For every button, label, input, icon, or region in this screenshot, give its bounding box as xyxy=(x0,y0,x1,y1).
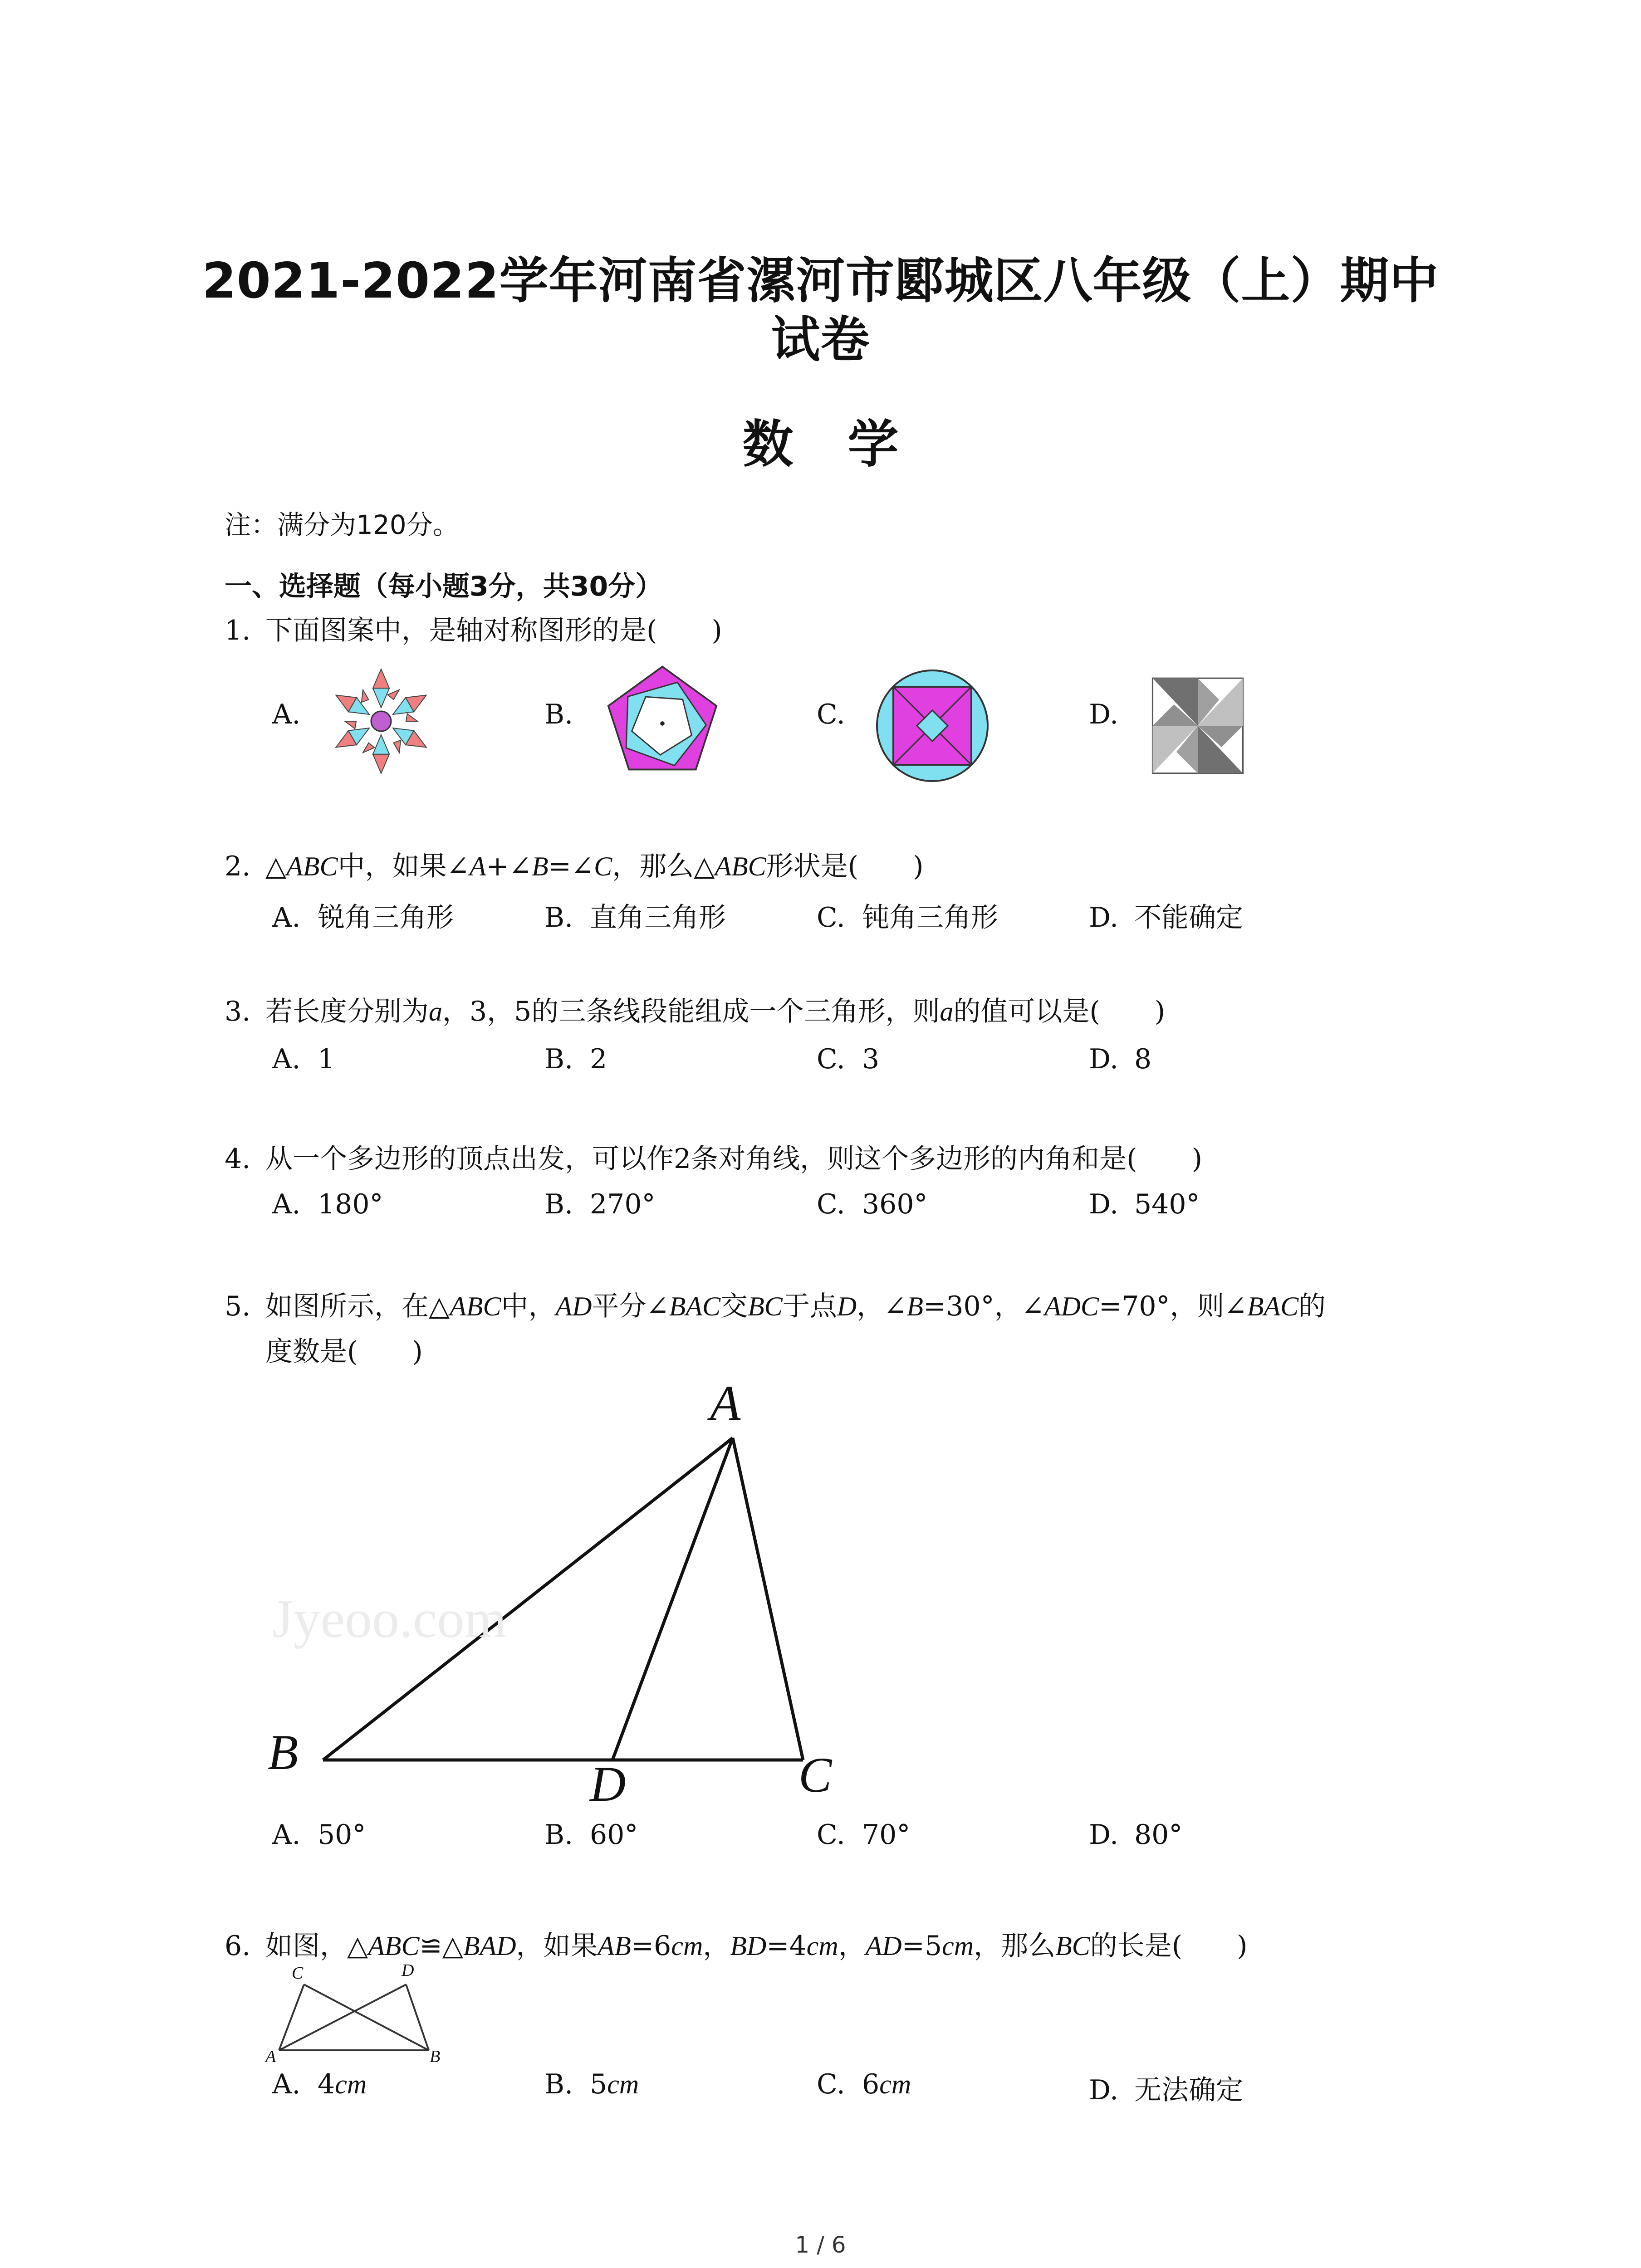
option-text: 不能确定 xyxy=(1134,902,1243,934)
stem-var: BC xyxy=(748,1291,783,1321)
exam-title-line1: 2021-2022学年河南省漯河市郾城区八年级（上）期中 xyxy=(202,253,1439,309)
option-d[interactable] xyxy=(1089,699,1134,730)
watermark: Jyeoo.com xyxy=(272,1589,507,1649)
stem-var: B xyxy=(906,1291,924,1321)
option-label: D. xyxy=(1089,699,1119,730)
option-label: D. xyxy=(1089,1819,1119,1851)
stem-var: BAC xyxy=(1247,1291,1299,1321)
option-label: D. xyxy=(1089,1188,1119,1220)
option-value: 5 xyxy=(590,2068,607,2100)
exam-title-line2: 试卷 xyxy=(771,312,870,368)
option-label: B. xyxy=(544,1819,573,1851)
question-stem: 从一个多边形的顶点出发，可以作2条对角线，则这个多边形的内角和是( ) xyxy=(265,1143,1202,1175)
option-a[interactable] xyxy=(272,2068,367,2100)
stem-var: a xyxy=(940,997,954,1026)
option-text: 2 xyxy=(590,1043,607,1075)
question-number: 3. xyxy=(225,996,251,1027)
option-text: 360° xyxy=(862,1188,928,1220)
subject-heading: 数学 xyxy=(742,415,953,474)
stem-var: C xyxy=(594,851,612,881)
option-text: 1 xyxy=(318,1043,335,1075)
vertex-label-b: B xyxy=(430,2047,441,2066)
option-label: C. xyxy=(817,2068,845,2100)
option-label: D. xyxy=(1089,902,1119,934)
option-text: 钝角三角形 xyxy=(862,902,998,934)
stem-part: 如图，△ xyxy=(265,1930,368,1962)
figure-c-square-in-circle xyxy=(873,667,991,785)
section-heading: 一、选择题（每小题3分，共30分） xyxy=(225,571,663,602)
score-note: 注：满分为120分。 xyxy=(225,509,459,540)
stem-var: BD xyxy=(730,1931,767,1961)
option-b[interactable] xyxy=(544,1043,607,1075)
stem-part: =6 xyxy=(631,1930,671,1962)
stem-part: 的长是( ) xyxy=(1090,1930,1248,1962)
vertex-label-b: B xyxy=(268,1725,299,1780)
option-d[interactable] xyxy=(1089,1819,1182,1851)
option-label: A. xyxy=(272,2068,301,2100)
stem-var: cm xyxy=(671,1931,703,1961)
stem-part: =70°，则∠ xyxy=(1098,1290,1247,1322)
stem-var: B xyxy=(531,851,549,881)
option-label: A. xyxy=(272,1043,301,1075)
option-d[interactable] xyxy=(1089,896,1243,935)
option-d[interactable] xyxy=(1089,2068,1243,2107)
option-text: 60° xyxy=(590,1819,638,1851)
stem-var: ABC xyxy=(368,1931,420,1961)
option-label: A. xyxy=(272,1188,301,1220)
question-4 xyxy=(225,1136,1202,1182)
option-text: 540° xyxy=(1134,1188,1200,1220)
question-6 xyxy=(225,1923,1248,1969)
option-text: 50° xyxy=(318,1819,366,1851)
stem-part: 的值可以是( ) xyxy=(953,996,1166,1027)
question-3 xyxy=(225,989,1165,1034)
stem-part: ，那么△ xyxy=(612,850,715,882)
congruent-triangles-lines xyxy=(261,1969,456,2068)
option-label: C. xyxy=(817,1819,845,1851)
option-text: 无法确定 xyxy=(1134,2074,1243,2106)
stem-part: ，∠ xyxy=(857,1290,907,1322)
question-2-options xyxy=(272,896,1361,932)
stem-part: 如图所示，在△ xyxy=(265,1290,450,1322)
question-number: 1. xyxy=(225,615,251,646)
option-label: B. xyxy=(544,902,573,934)
option-a[interactable] xyxy=(272,1188,383,1220)
option-label: A. xyxy=(272,902,301,934)
option-label: B. xyxy=(544,1188,573,1220)
vertex-label-d: D xyxy=(590,1756,626,1812)
stem-part: 平分∠ xyxy=(592,1290,669,1322)
figure-d-pinwheel xyxy=(1150,676,1245,776)
stem-part: 于点 xyxy=(782,1290,837,1322)
stem-var: ABC xyxy=(286,851,338,881)
stem-part: 的 xyxy=(1298,1290,1326,1322)
stem-part: =30°，∠ xyxy=(923,1290,1044,1322)
option-unit: cm xyxy=(879,2069,911,2099)
figure-b-pentagon-pattern xyxy=(599,662,726,785)
question-number: 6. xyxy=(225,1930,251,1962)
option-b[interactable] xyxy=(544,2068,639,2100)
stem-var: cm xyxy=(806,1931,838,1961)
option-label: A. xyxy=(272,699,301,730)
question-stem: 下面图案中，是轴对称图形的是( ) xyxy=(265,615,722,646)
question-5-options xyxy=(272,1819,1361,1855)
option-unit: cm xyxy=(607,2069,639,2099)
option-text: 70° xyxy=(862,1819,911,1851)
stem-var: AD xyxy=(555,1291,592,1321)
option-label: B. xyxy=(544,2068,573,2100)
figure-congruent-triangles xyxy=(261,1961,456,2068)
vertex-label-c: C xyxy=(798,1747,832,1803)
stem-var: a xyxy=(429,997,442,1026)
stem-var: ABC xyxy=(715,851,766,881)
stem-var: BAD xyxy=(463,1931,516,1961)
option-a[interactable] xyxy=(272,1819,366,1851)
question-number: 2. xyxy=(225,850,251,882)
stem-part: ，如果 xyxy=(516,1930,598,1962)
question-5 xyxy=(225,1284,1326,1329)
option-b[interactable] xyxy=(544,1188,656,1220)
option-d[interactable] xyxy=(1089,1043,1151,1075)
stem-part: △ xyxy=(265,850,287,882)
vertex-label-c: C xyxy=(292,1964,304,1983)
option-c[interactable] xyxy=(817,699,862,730)
stem-var: BC xyxy=(1055,1931,1090,1961)
stem-part: 中， xyxy=(501,1290,556,1322)
option-b[interactable] xyxy=(544,896,726,935)
option-unit: cm xyxy=(335,2069,367,2099)
stem-var: A xyxy=(469,851,486,881)
option-label: C. xyxy=(817,699,845,730)
question-1 xyxy=(225,608,722,653)
option-text: 8 xyxy=(1134,1043,1152,1075)
option-value: 6 xyxy=(862,2068,880,2100)
stem-part: ， xyxy=(703,1930,730,1962)
stem-part: ，3，5的三条线段能组成一个三角形，则 xyxy=(442,996,940,1027)
page-number: 1 / 6 xyxy=(795,2232,846,2258)
question-number: 4. xyxy=(225,1143,251,1175)
question-4-options xyxy=(272,1188,1361,1225)
stem-var: cm xyxy=(942,1931,974,1961)
stem-part: 中，如果∠ xyxy=(338,850,470,882)
stem-part: 若长度分别为 xyxy=(265,996,429,1027)
option-label: A. xyxy=(272,1819,301,1851)
option-label: C. xyxy=(817,1043,845,1075)
stem-part: =5 xyxy=(901,1930,942,1962)
vertex-label-a: A xyxy=(265,2047,276,2066)
stem-part: =∠ xyxy=(548,850,594,882)
option-text: 3 xyxy=(862,1043,880,1075)
option-label: C. xyxy=(817,902,845,934)
option-c[interactable] xyxy=(817,2068,911,2100)
vertex-label-a: A xyxy=(710,1375,741,1431)
option-a[interactable] xyxy=(272,896,454,935)
option-label: D. xyxy=(1089,2074,1119,2106)
option-label: D. xyxy=(1089,1043,1119,1075)
vertex-label-d: D xyxy=(402,1961,414,1980)
stem-part: 交 xyxy=(720,1290,748,1322)
option-c[interactable] xyxy=(817,1188,928,1220)
stem-var: BAC xyxy=(669,1291,721,1321)
option-text: 270° xyxy=(590,1188,656,1220)
stem-part: 形状是( ) xyxy=(766,850,924,882)
question-2 xyxy=(225,844,924,889)
question-number: 5. xyxy=(225,1290,251,1322)
stem-part: ≌△ xyxy=(419,1930,463,1962)
option-text: 直角三角形 xyxy=(590,902,726,934)
question-6-options xyxy=(272,2068,1361,2105)
option-a[interactable] xyxy=(272,699,318,730)
stem-part: ， xyxy=(838,1930,866,1962)
option-text: 80° xyxy=(1134,1819,1183,1851)
option-d[interactable] xyxy=(1089,1188,1200,1220)
stem-part: =4 xyxy=(766,1930,807,1962)
stem-part: ，那么 xyxy=(974,1930,1056,1962)
option-c[interactable] xyxy=(817,1819,910,1851)
stem-var: AD xyxy=(865,1931,902,1961)
figure-a-star-pattern xyxy=(322,662,440,780)
stem-var: ADC xyxy=(1044,1291,1099,1321)
question-3-options xyxy=(272,1043,1361,1080)
stem-var: D xyxy=(837,1291,857,1321)
stem-var: AB xyxy=(598,1931,631,1961)
option-value: 4 xyxy=(318,2068,335,2100)
stem-part: +∠ xyxy=(486,850,532,882)
option-label: B. xyxy=(544,699,573,730)
stem-var: ABC xyxy=(450,1291,501,1321)
option-text: 锐角三角形 xyxy=(318,902,454,934)
option-label: C. xyxy=(817,1188,845,1220)
option-text: 180° xyxy=(318,1188,383,1220)
option-c[interactable] xyxy=(817,896,998,935)
option-b[interactable] xyxy=(544,1819,638,1851)
option-c[interactable] xyxy=(817,1043,879,1075)
option-a[interactable] xyxy=(272,1043,335,1075)
option-label: B. xyxy=(544,1043,573,1075)
option-b[interactable] xyxy=(544,699,590,730)
question-5-line2: 度数是( ) xyxy=(265,1336,423,1368)
